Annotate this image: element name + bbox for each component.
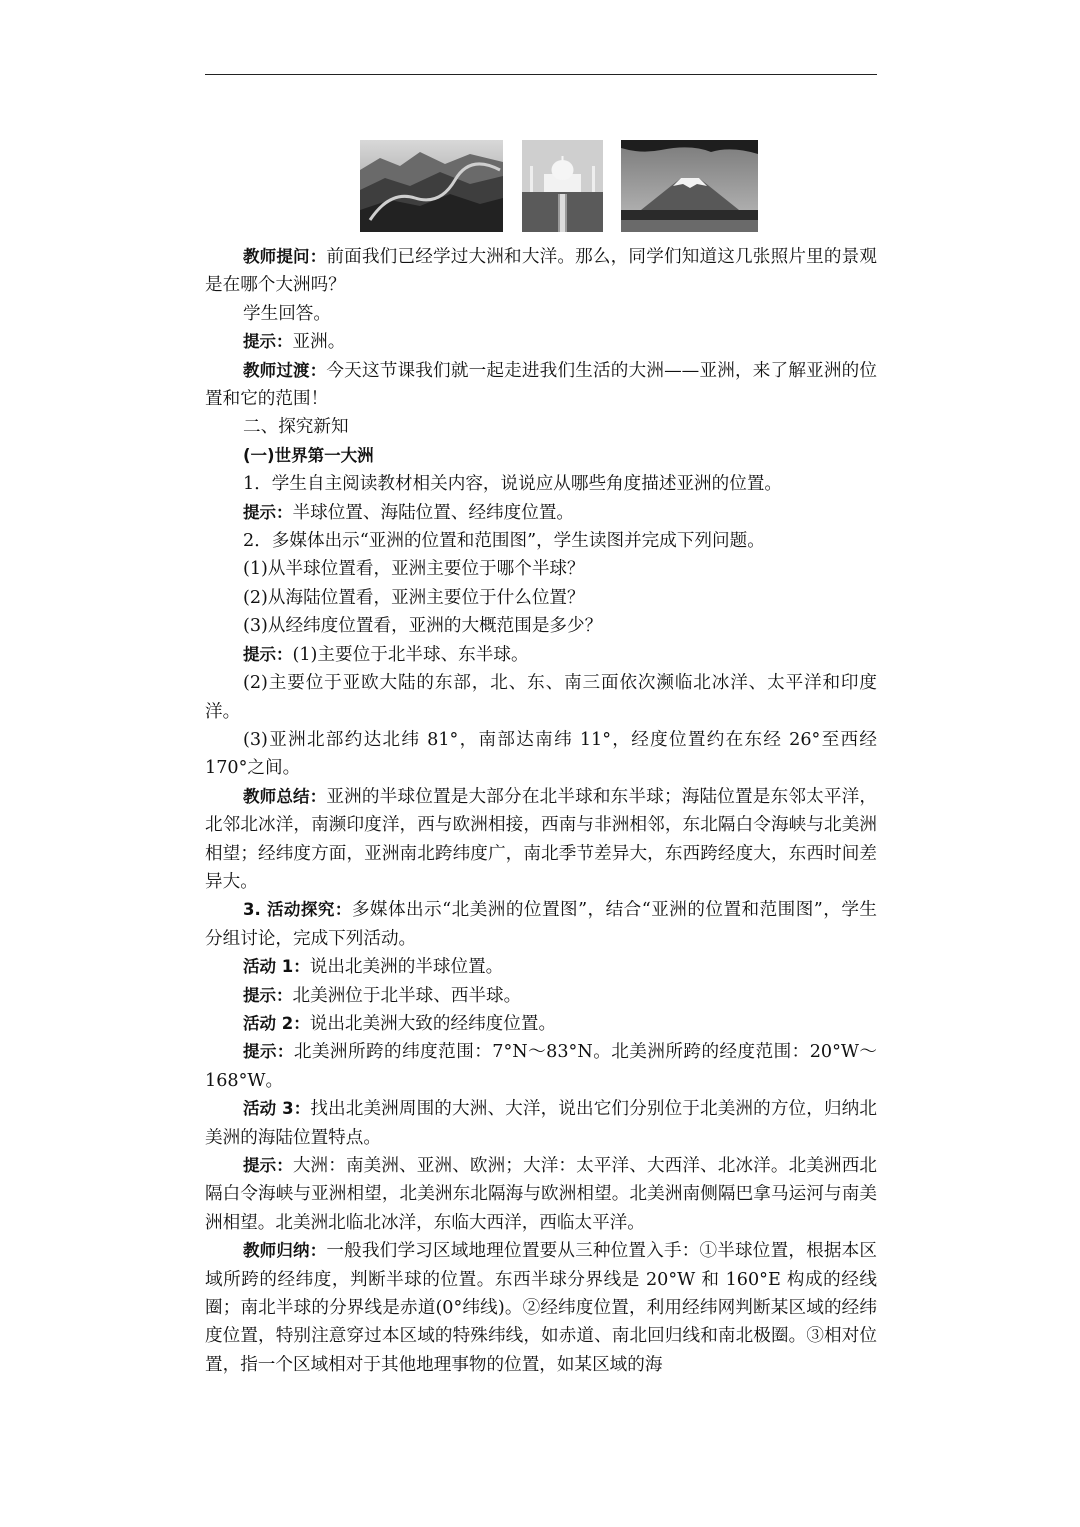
paragraph <box>205 669 877 726</box>
paragraph-label: 提示： <box>243 985 293 1005</box>
paragraph <box>205 783 877 897</box>
paragraph-label: 活动 1： <box>243 957 310 977</box>
photo-strip <box>0 140 1080 234</box>
paragraph <box>205 1237 877 1379</box>
paragraph-label: 提示： <box>243 644 293 664</box>
paragraph-label: 活动 3： <box>243 1099 311 1119</box>
paragraph <box>205 612 877 640</box>
paragraph-text: (1)主要位于北半球、东半球。 <box>292 644 529 665</box>
paragraph-text: 半球位置、海陆位置、经纬度位置。 <box>292 502 575 523</box>
paragraph <box>205 243 877 300</box>
paragraph-text: 多媒体出示“北美洲的位置图”，结合“亚洲的位置和范围图”，学生分组讨论，完成下列活动。 <box>205 900 877 949</box>
paragraph-text: 说出北美洲大致的经纬度位置。 <box>309 1013 557 1034</box>
paragraph-text: 找出北美洲周围的大洲、大洋，说出它们分别位于北美洲的方位，归纳北美洲的海陆位置特点。 <box>205 1099 877 1148</box>
paragraph-text: (2)主要位于亚欧大陆的东部，北、东、南三面依次濒临北冰洋、太平洋和印度洋。 <box>205 673 877 722</box>
paragraph-text: (2)从海陆位置看，亚洲主要位于什么位置？ <box>243 587 585 608</box>
paragraph-text: (1)从半球位置看，亚洲主要位于哪个半球？ <box>243 559 585 580</box>
subsection-heading <box>205 442 877 470</box>
paragraph <box>205 1038 877 1095</box>
paragraph-label: 提示： <box>243 332 293 352</box>
paragraph <box>205 1152 877 1237</box>
paragraph-text: 2．多媒体出示“亚洲的位置和范围图”，学生读图并完成下列问题。 <box>243 531 765 552</box>
paragraph-text: 前面我们已经学过大洲和大洋。那么，同学们知道这几张照片里的景观是在哪个大洲吗？ <box>205 247 877 296</box>
paragraph <box>205 357 877 414</box>
paragraph-text: 北美洲所跨的纬度范围：7°N～83°N。北美洲所跨的经度范围：20°W～168°W。 <box>205 1042 878 1091</box>
paragraph-text: 学生回答。 <box>243 303 331 324</box>
paragraph-label: 提示： <box>243 502 293 522</box>
paragraph-label: 提示： <box>243 1042 294 1062</box>
paragraph <box>205 499 877 527</box>
paragraph <box>205 555 877 583</box>
paragraph-label: 提示： <box>243 1156 293 1175</box>
paragraph-label: 教师提问： <box>243 247 327 266</box>
paragraph-text: 二、探究新知 <box>243 417 349 438</box>
paragraph-label: (一)世界第一大洲 <box>243 445 374 465</box>
paragraph-text: (3)亚洲北部约达北纬 81°，南部达南纬 11°，经度位置约在东经 26°至西经 170°之间。 <box>205 729 877 779</box>
paragraph <box>205 982 877 1010</box>
paragraph-label: 教师过渡： <box>243 360 327 380</box>
paragraph-text: (3)从经纬度位置看，亚洲的大概范围是多少？ <box>243 616 603 637</box>
paragraph <box>205 726 877 783</box>
paragraph-label: 3. 活动探究： <box>243 900 352 920</box>
paragraph-text: 一般我们学习区域地理位置要从三种位置入手：①半球位置，根据本区域所跨的经纬度，判断半球的位置。东西半球分界线是 20°W 和 160°E 构成的经线圈；南北半球的分界线是赤道(0°纬线)。②经纬度位置，利用经纬网判断某区域的经纬度位置，特别注意穿过本区域的特殊纬线，如赤道、南北回归线和南北极圈。③相对位置，指一个区域相对于其他地理事物的位置，如某区域的海 <box>205 1241 877 1375</box>
section-heading <box>205 413 877 441</box>
paragraph <box>205 300 877 328</box>
paragraph <box>205 1095 877 1152</box>
paragraph-text: 亚洲。 <box>292 332 346 353</box>
header-rule <box>205 74 877 75</box>
paragraph-text: 1．学生自主阅读教材相关内容，说说应从哪些角度描述亚洲的位置。 <box>243 474 783 495</box>
great-wall-photo <box>360 140 503 232</box>
paragraph <box>205 470 877 498</box>
mount-fuji-photo <box>621 140 758 232</box>
paragraph-text: 亚洲的半球位置是大部分在北半球和东半球；海陆位置是东邻太平洋，北邻北冰洋，南濒印度洋，西与欧洲相接，西南与非洲相邻，东北隔白令海峡与北美洲相望；经纬度方面，亚洲南北跨纬度广，南北季节差异大，东西跨经度大，东西时间差异大。 <box>205 786 877 892</box>
paragraph <box>205 896 877 953</box>
paragraph-label: 活动 2： <box>243 1013 310 1033</box>
paragraph-text: 北美洲位于北半球、西半球。 <box>292 985 522 1006</box>
paragraph <box>205 953 877 981</box>
paragraph <box>205 1010 877 1038</box>
paragraph-text: 今天这节课我们就一起走进我们生活的大洲——亚洲，来了解亚洲的位置和它的范围！ <box>205 360 877 410</box>
taj-mahal-photo <box>522 140 603 232</box>
paragraph-text: 大洲：南美洲、亚洲、欧洲；大洋：太平洋、大西洋、北冰洋。北美洲西北隔白令海峡与亚洲相望，北美洲东北隔海与欧洲相望。北美洲南侧隔巴拿马运河与南美洲相望。北美洲北临北冰洋，东临大西洋，西临太平洋。 <box>205 1156 877 1233</box>
paragraph-label: 教师归纳： <box>243 1241 327 1261</box>
paragraph <box>205 584 877 612</box>
paragraph <box>205 328 877 356</box>
paragraph <box>205 527 877 555</box>
lesson-text <box>205 243 877 1379</box>
paragraph-label: 教师总结： <box>243 786 327 806</box>
paragraph <box>205 641 877 669</box>
paragraph-text: 说出北美洲的半球位置。 <box>309 957 504 978</box>
